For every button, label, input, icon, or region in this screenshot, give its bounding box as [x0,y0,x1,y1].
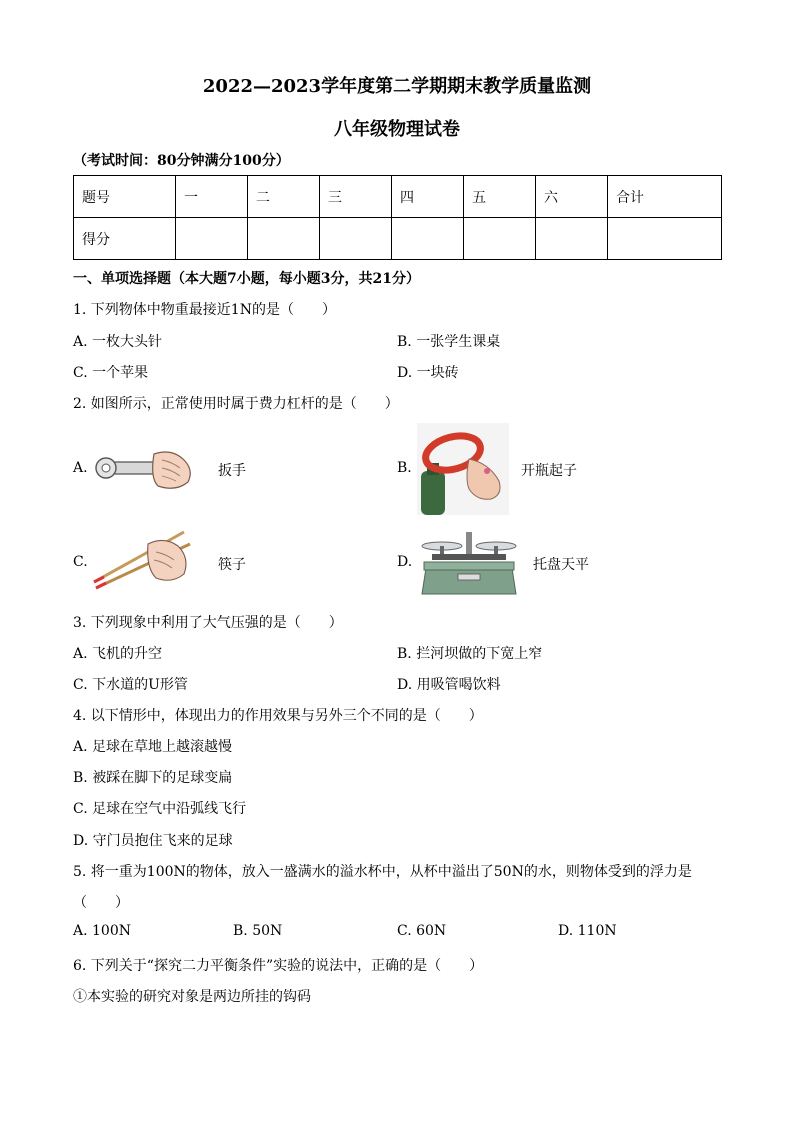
score-header-cell: 五 [464,176,536,218]
q5-option-c: C. 60N [397,923,447,939]
q4-option-b: B. 被踩在脚下的足球变扁 [73,770,233,786]
q2-option-c-label: 筷子 [218,557,246,573]
score-cell[interactable] [464,218,536,260]
wrench-image [92,440,202,492]
q5-stem-continued: （ ） [73,895,129,911]
q2-option-b-letter: B. [397,460,412,476]
score-cell[interactable] [608,218,722,260]
q1-option-c: C. 一个苹果 [73,365,149,381]
score-header-cell: 一 [176,176,248,218]
score-cell[interactable] [536,218,608,260]
exam-title: 2022—2023学年度第二学期期末教学质量监测 [202,76,592,97]
exam-subtitle: 八年级物理试卷 [334,119,460,140]
q2-option-d-label: 托盘天平 [533,557,589,573]
score-table [73,175,722,260]
q2-option-c-letter: C. [73,554,88,570]
score-header-cell: 三 [320,176,392,218]
exam-info: （考试时间：80分钟满分100分） [73,153,290,169]
score-cell[interactable] [176,218,248,260]
score-header-cell: 合计 [608,176,722,218]
q6-stem: 6. 下列关于“探究二力平衡条件”实验的说法中，正确的是（ ） [73,958,484,974]
q2-stem: 2. 如图所示，正常使用时属于费力杠杆的是（ ） [73,396,399,412]
q6-item-1: ①本实验的研究对象是两边所挂的钩码 [73,989,311,1005]
q1-option-b: B. 一张学生课桌 [397,334,501,350]
score-header-cell: 四 [392,176,464,218]
q3-option-d: D. 用吸管喝饮料 [397,677,501,693]
q1-option-d: D. 一块砖 [397,365,459,381]
q5-stem: 5. 将一重为100N的物体，放入一盛满水的溢水杯中，从杯中溢出了50N的水，则物体受到的浮力是 [73,864,692,880]
q3-option-b: B. 拦河坝做的下宽上窄 [397,646,543,662]
q4-option-c: C. 足球在空气中沿弧线飞行 [73,801,247,817]
q5-option-d: D. 110N [558,923,617,939]
q2-option-a-label: 扳手 [218,463,246,479]
q2-option-b-label: 开瓶起子 [521,463,577,479]
q4-option-d: D. 守门员抱住飞来的足球 [73,833,233,849]
q3-option-a: A. 飞机的升空 [73,646,163,662]
bottle-opener-image [417,423,509,515]
score-table-score-row [74,218,722,260]
q5-option-a: A. 100N [73,923,131,939]
q5-option-b: B. 50N [233,923,283,939]
score-header-cell: 二 [248,176,320,218]
score-row-label: 得分 [74,218,176,260]
q1-option-a: A. 一枚大头针 [73,334,163,350]
score-cell[interactable] [320,218,392,260]
section-heading: 一、单项选择题（本大题7小题，每小题3分，共21分） [73,271,420,287]
q2-option-d-letter: D. [397,554,413,570]
q4-stem: 4. 以下情形中，体现出力的作用效果与另外三个不同的是（ ） [73,708,483,724]
score-header-cell: 六 [536,176,608,218]
q1-stem: 1. 下列物体中物重最接近1N的是（ ） [73,302,336,318]
score-cell[interactable] [248,218,320,260]
score-header-cell: 题号 [74,176,176,218]
chopsticks-image [90,528,200,590]
score-table-header-row [74,176,722,218]
q2-option-a-letter: A. [73,460,88,476]
balance-image [418,528,520,600]
score-cell[interactable] [392,218,464,260]
q3-stem: 3. 下列现象中利用了大气压强的是（ ） [73,615,343,631]
q3-option-c: C. 下水道的U形管 [73,677,188,693]
q4-option-a: A. 足球在草地上越滚越慢 [73,739,233,755]
